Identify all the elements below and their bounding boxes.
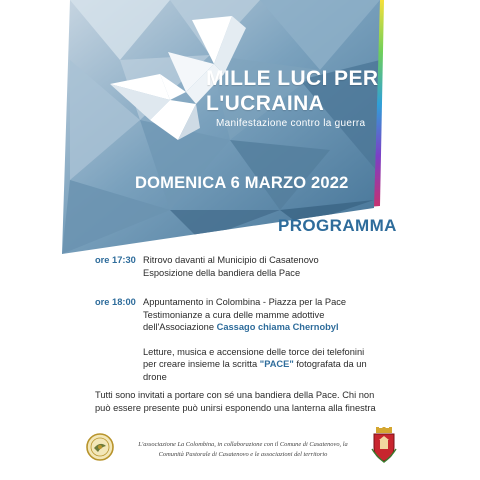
schedule-item-1800 — [95, 296, 367, 383]
schedule-text: Esposizione della bandiera della Pace — [143, 267, 301, 278]
schedule-text: drone — [143, 371, 167, 382]
colombina-logo-icon — [86, 433, 114, 461]
schedule-text: Appuntamento in Colombina - Piazza per la Pace — [143, 297, 347, 307]
event-title-line-1: MILLE LUCI PER — [206, 67, 379, 90]
invitation-line-2: può essere presente può unirsi esponendo una lanterna alla finestra — [95, 402, 376, 413]
casatenovo-crest-icon — [371, 427, 397, 463]
association-prefix: dell'Associazione — [143, 322, 215, 332]
schedule-time: ore 17:30 — [95, 255, 136, 265]
program-heading: PROGRAMMA — [278, 216, 397, 235]
pace-suffix: fotografata da un — [296, 359, 367, 369]
schedule-text — [95, 358, 367, 371]
schedule-text: Letture, musica e accensione delle torce dei telefonini — [143, 346, 365, 357]
schedule-time: ore 18:00 — [95, 297, 136, 307]
pace-prefix: per creare insieme la scritta — [143, 359, 258, 369]
schedule-text: Testimonianze a cura delle mamme adottive — [143, 309, 325, 320]
footer-line-2: Comunità Pastorale di Casatenovo e le associazioni del territorio — [158, 451, 328, 458]
schedule-text: Ritrovo davanti al Municipio di Casatenovo — [143, 255, 319, 265]
event-date: DOMENICA 6 MARZO 2022 — [135, 174, 349, 192]
schedule-item-1730 — [95, 254, 319, 279]
event-title-line-2: L'UCRAINA — [206, 92, 325, 115]
event-subtitle: Manifestazione contro la guerra — [216, 118, 366, 129]
footer-line-1: L'associazione La Colombina, in collaborazione con il Comune di Casatenovo, la — [138, 441, 348, 448]
schedule-text — [95, 321, 367, 334]
invitation-line-1: Tutti sono invitati a portare con sé una bandiera della Pace. Chi non — [95, 390, 375, 400]
invitation-text — [95, 389, 425, 414]
association-name: Cassago chiama Chernobyl — [216, 322, 339, 332]
footer-credits — [118, 440, 368, 460]
pace-word: "PACE" — [259, 359, 294, 369]
